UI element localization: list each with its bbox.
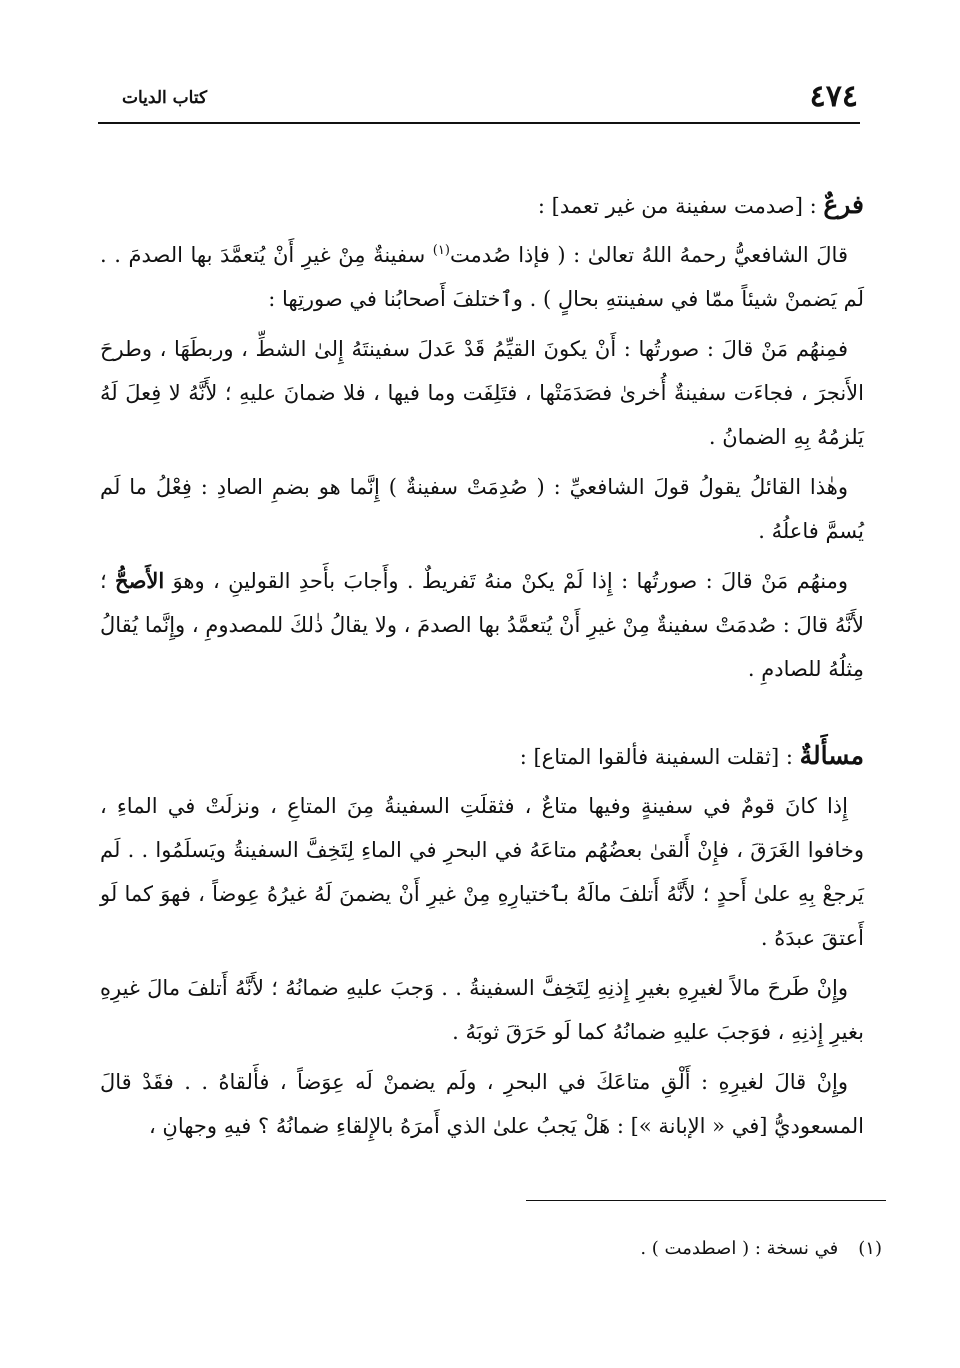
paragraph: وإِنْ قالَ لغيرِهِ : أَلْقِ متاعَكَ في البحرِ ، ولَم يضمنْ لَه عِوَضاً ، فأَلقاهُ . . فقَدْ قالَ المسعوديُّ [في « الإبانة »] : هَلْ يَجبُ علىٰ الذي أَمرَهُ بالإِلقاءِ ضمانُهُ ؟ فيهِ وجهانِ ، xyxy=(100,1070,864,1138)
footnote-text: في نسخة : ( اصطدمت ) . xyxy=(640,1238,839,1259)
header-divider xyxy=(98,122,860,124)
paragraph: إِذا كانَ قومٌ في سفينةٍ وفيها متاعٌ ، فثقلَتِ السفينةُ مِنَ المتاعِ ، ونزلَتْ في الماءِ ، وخافوا الغَرَقَ ، فإِنْ أَلقىٰ بعضُهُم متاعَهُ في البحرِ في الماءِ لِتَخِفَّ السفينةُ ويَسلَمُوا . . لَم يَرجعْ بِهِ علىٰ أَحدٍ ؛ لأَنَّهُ أَتلفَ مالَهُ بٱختيارِهِ مِنْ غيرِ أَنْ يضمنَ لَهُ غيرُهُ عِوضاً ، فهوَ كما لَو أَعتقَ عبدَهُ . xyxy=(100,794,864,950)
running-header xyxy=(98,78,858,116)
section-heading-far xyxy=(100,182,864,229)
main-text xyxy=(100,182,864,1154)
footnote xyxy=(122,1234,882,1264)
footnote-marker: (١) xyxy=(432,243,450,258)
section-title: : [صدمت سفينة من غير تعمد] : xyxy=(537,194,824,218)
section-title: : [ثقلت السفينة فألقوا المتاع] : xyxy=(519,745,800,769)
paragraph: وإِنْ طَرحَ مالاً لغيرِهِ بغيرِ إِذنِهِ لِتَخِفَّ السفينةُ . . وَجبَ عليهِ ضمانُهُ ؛ لأَنَّهُ أَتلفَ مالَ غيرِهِ بغيرِ إِذنِهِ ، فوَجبَ عليهِ ضمانُهُ كما لَو حَرَقَ ثوبَهُ . xyxy=(100,976,864,1044)
bold-term: الأَصحُّ xyxy=(115,568,165,593)
paragraph: وهٰذا القائلُ يقولُ قولَ الشافعيِّ : ( صُدِمَتْ سفينةٌ ) إِنَّما هو بضمِ الصادِ : فِعْلُ ما لَم يُسمَّ فاعلُهُ . xyxy=(100,475,864,543)
paragraph-text: ومنهُم مَنْ قالَ : صورتُها : إِذا لَمْ يكنْ منهُ تَفريطٌ . وأَجابَ بأَحدِ القولينِ ، وهوَ xyxy=(164,569,848,593)
footnote-number: (١) xyxy=(858,1238,882,1259)
section-label: مسأَلةٌ xyxy=(799,741,864,770)
paragraph-text: سفينةٌ مِنْ غيرِ أَنْ يُتعمَّدَ بها الصدمَ . . لَم يَضمنْ شيئاً ممّا في سفينتهِ بحالٍ ) . وٱختلفَ أَصحابُنا في صورتِها : xyxy=(100,243,864,311)
paragraph-text: قالَ الشافعيُّ رحمهُ اللهُ تعالىٰ : ( فإذا صُدمت xyxy=(449,243,848,267)
section-label: فرعٌ xyxy=(823,190,864,219)
section-heading-masala xyxy=(100,733,864,780)
page-number: ٤٧٤ xyxy=(809,79,858,114)
book-title: كتاب الديات xyxy=(122,88,208,108)
paragraph xyxy=(100,559,864,691)
paragraph xyxy=(100,233,864,321)
section-spacer xyxy=(100,697,864,733)
paragraph: فمِنهُم مَنْ قالَ : صورتُها : أَنْ يكونَ القيِّمُ قَدْ عَدلَ سفينتَهُ إِلىٰ الشطِّ ، وربطَهَا ، وطرحَ الأَنجرَ ، فجاءَت سفينةٌ أُخرىٰ فصَدَمَتْها ، فتَلِفَت وما فيها ، فلا ضمانَ عليهِ ؛ لأَنَّهُ لا فِعلَ لَهُ يَلزمُهُ بِهِ الضمانُ . xyxy=(100,337,864,449)
paragraph-text: ؛ لأَنَّهُ قالَ : صُدمَتْ سفينةٌ مِنْ غيرِ أَنْ يُتعمَّدُ بها الصدمَ ، ولا يقالُ ذٰلكَ للمصدومِ ، وإِنَّما يُقالُ مِثلُهُ للصادمِ . xyxy=(100,569,864,681)
footnote-divider xyxy=(526,1200,886,1201)
